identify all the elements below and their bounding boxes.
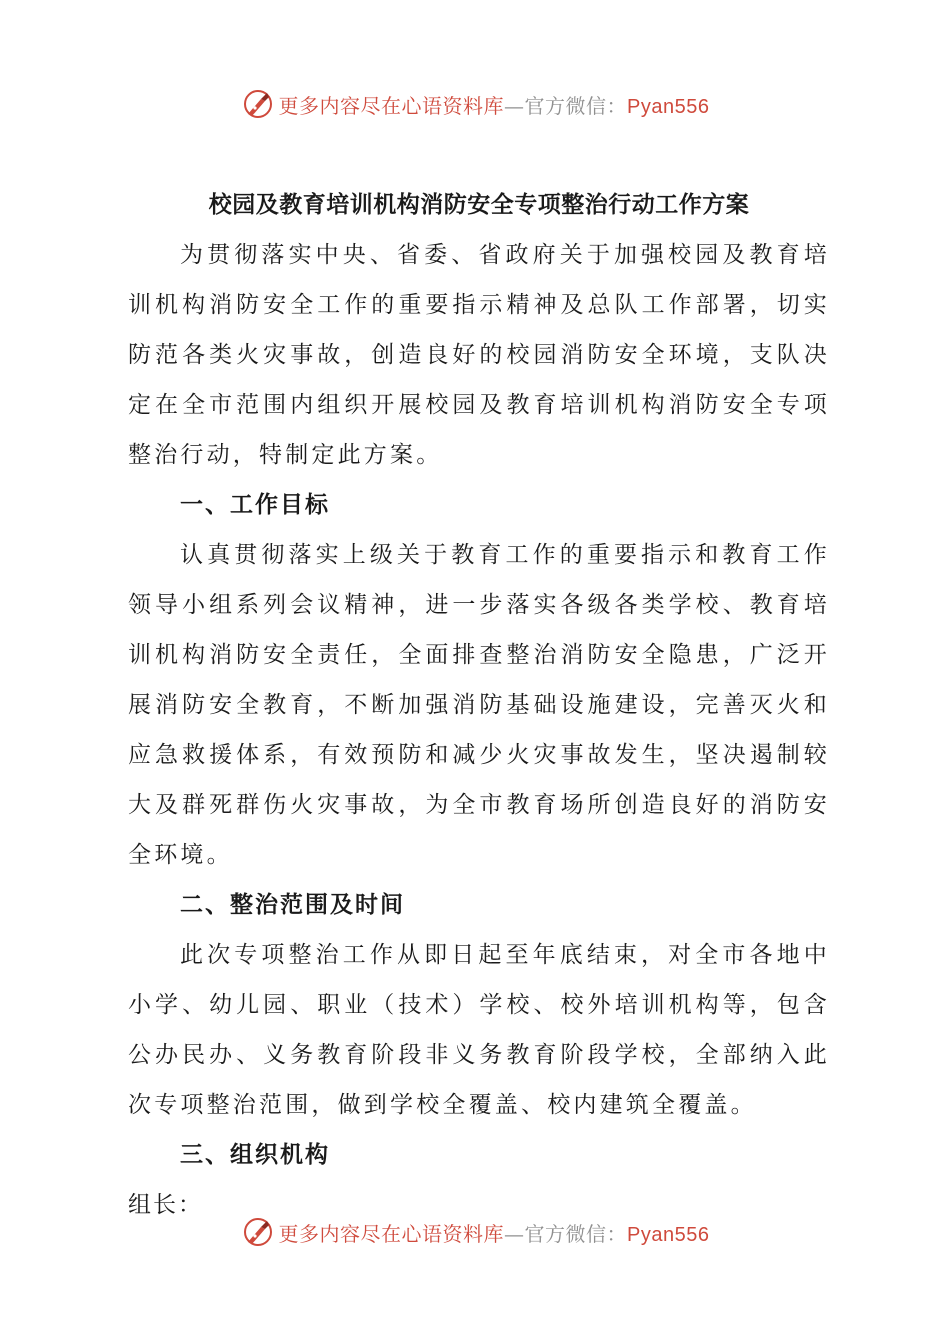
watermark-wechat-id: Pyan556 xyxy=(627,95,710,118)
section-heading-scope: 二、整治范围及时间 xyxy=(180,892,405,918)
document-body xyxy=(128,180,830,1230)
pen-nib-logo-icon xyxy=(241,1215,275,1249)
pen-nib-logo-icon xyxy=(241,87,275,121)
section-body-scope: 此次专项整治工作从即日起至年底结束，对全市各地中小学、幼儿园、职业（技术）学校、校外培训机构等，包含公办民办、义务教育阶段非义务教育阶段学校，全部纳入此次专项整治范围，做到学校全覆盖、校内建筑全覆盖。 xyxy=(128,942,830,1118)
section-body-goals: 认真贯彻落实上级关于教育工作的重要指示和教育工作领导小组系列会议精神，进一步落实各级各类学校、教育培训机构消防安全责任，全面排查整治消防安全隐患，广泛开展消防安全教育，不断加强消防基础设施建设，完善灭火和应急救援体系，有效预防和减少火灾事故发生，坚决遏制较大及群死群伤火灾事故，为全市教育场所创造良好的消防安全环境。 xyxy=(128,542,830,868)
watermark-sub-text: —官方微信： xyxy=(504,1221,628,1246)
watermark-text xyxy=(279,90,710,119)
intro-paragraph: 为贯彻落实中央、省委、省政府关于加强校园及教育培训机构消防安全工作的重要指示精神及总队工作部署，切实防范各类火灾事故，创造良好的校园消防安全环境，支队决定在全市范围内组织开展校园及教育培训机构消防安全专项整治行动，特制定此方案。 xyxy=(128,242,830,468)
document-title: 校园及教育培训机构消防安全专项整治行动工作方案 xyxy=(208,192,750,218)
footer-watermark xyxy=(0,1212,950,1252)
section-heading-goals: 一、工作目标 xyxy=(180,492,330,518)
watermark-main-text: 更多内容尽在心语资料库 xyxy=(278,93,505,118)
watermark-sub-text: —官方微信： xyxy=(504,93,628,118)
header-watermark xyxy=(0,84,950,124)
watermark-wechat-id: Pyan556 xyxy=(627,1223,710,1246)
section-heading-organization: 三、组织机构 xyxy=(180,1142,330,1168)
watermark-text xyxy=(279,1218,710,1247)
watermark-main-text: 更多内容尽在心语资料库 xyxy=(278,1221,505,1246)
team-leader-line: 组长： xyxy=(128,1192,203,1218)
